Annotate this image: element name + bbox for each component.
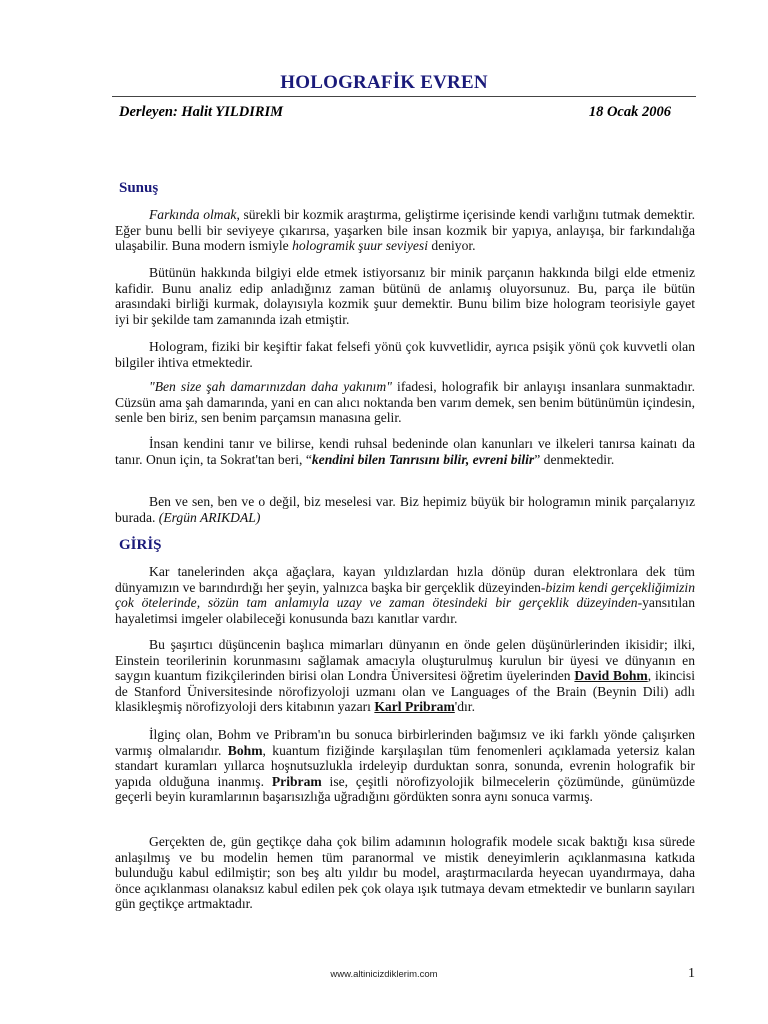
text-span: ifadesi, holografik bir anlayışı insanlara sunmaktadır. Cüzsün ama şah damarında, yani en can alıcı noktanda ben varım demek, sen benim bütünümün içindesin, senle ben biriz, sen benim parçamsın manasına gelir. (115, 379, 695, 426)
text-span: ” denmektedir. (534, 451, 615, 467)
text-span: Bu şaşırtıcı düşüncenin başlıca mimarları dünyanın en önde gelen düşünürlerinden ikisidir; ilki, Einstein teorilerinin korunmasını sağlamak amacıyla oluşturulmuş kurulun bir üyesi ve dünyanın en saygın kuantum fizikçilerinden birisi olan Londra Üniversitesi öğretim üyelerinden (115, 637, 695, 684)
text-span: David Bohm (574, 668, 648, 684)
paragraph: Hologram, fiziki bir keşiftir fakat felsefi yönü çok kuvvetlidir, ayrıca psişik yönü çok kuvvetli olan bilgiler ihtiva etmektedir. (115, 339, 695, 370)
text-span: İnsan kendini tanır ve bilirse, kendi ruhsal bedeninde olan kanunları ve ilkeleri tanırsa kainatı da tanır. Onun için, ta Sokrat'tan beri, “ (115, 436, 695, 467)
paragraph (115, 379, 695, 426)
paragraph (115, 727, 695, 805)
text-span: -yansıtılan hayaletimsi imgeler olabileceği konusunda bazı kanıtlar vardır. (115, 595, 695, 626)
paragraph: Bütünün hakkında bilgiyi elde etmek istiyorsanız bir minik parçanın hakkında bilgi elde etmeniz kafidir. Bunu analiz edip anladığınız zaman bütünü de anlamış oluyorsunuz. Bu, parça ile bütün arasındaki birliği kurmak, dolayısıyla kozmik şuur demektir. Bunu bilim bize hologram teorisiyle gayet iyi bir şekilde tam zamanında izah etmiştir. (115, 265, 695, 327)
author-line: Derleyen: Halit YILDIRIM (119, 104, 284, 120)
byline (119, 104, 671, 121)
text-span: Pribram (271, 773, 322, 789)
text-span: ise, çeşitli nörofizyolojik bilmecelerin çözümünde, günümüzde geçerli beyin kuramlarının başarısızlığa uğradığını gördükten sonra aynı sonuca varmış. (115, 773, 696, 805)
text-span: 'dır. (454, 699, 475, 715)
text-span: , kuantum fiziğinde karşılaşılan tüm fenomenleri açıklamada yetersiz kalan standart kuramları yıllarca hoşnutsuzlukla irdeleyip durduktan sonra, sonunda, evrenin holografik bir yapıda olduğuna inanmış. (115, 742, 695, 789)
paragraph (115, 494, 695, 525)
page-number: 1 (688, 966, 695, 981)
footer-url: www.altinicizdiklerim.com (330, 969, 438, 980)
section-heading-sunus: Sunuş (119, 180, 159, 196)
text-span: Ben ve sen, ben ve o değil, biz meselesi var. Biz hepimiz büyük bir hologramın minik parçalarıyız burada. (115, 494, 695, 525)
text-span: (Ergün ARIKDAL) (158, 509, 261, 525)
paragraph (115, 207, 695, 254)
giris-body-4 (115, 834, 695, 912)
paragraph: Gerçekten de, gün geçtikçe daha çok bilim adamının holografik modele sıcak baktığı kısa sürede anlaşılmış ve bu modelin hemen tüm paranormal ve mistik deneyimlerin açıklanmasına katkıda bulunduğu kabul edilmiştir; son beş altı yıldır bu model, araştırmacılarda heyecan uyandırmaya, daha önce açıklanması olanaksız kabul edilen pek çok olaya ışık tutmaya devam etmektedir ve bunların sayıları gün geçtikçe artmaktadır. (115, 834, 695, 912)
giris-body-2 (115, 637, 695, 715)
sunus-body-6 (115, 494, 695, 525)
text-span: hologramik şuur seviyesi (292, 238, 428, 254)
text-span: Karl Pribram (374, 699, 455, 715)
text-span: "Ben size şah damarınızdan daha yakınım" (149, 379, 392, 394)
sunus-body-4 (115, 379, 695, 426)
title-divider (112, 96, 696, 97)
text-span: kendini bilen Tanrısını bilir, evreni bilir (311, 451, 535, 467)
text-span: İlginç olan, Bohm ve Pribram'ın bu sonuca birbirlerinden bağımsız ve iki farklı yönde çalışırken varmış olmalarıdır. (115, 727, 695, 758)
document-date: 18 Ocak 2006 (588, 104, 671, 120)
text-span: Farkında olmak (149, 207, 237, 222)
text-span: bizim kendi gerçekliğimizin çok ötelerinde, sözün tam anlamıyla uzay ve zaman ötesindeki bir gerçeklik düzeyinden (115, 579, 695, 611)
paragraph (115, 564, 695, 626)
text-span: , ikincisi de Stanford Üniversitesinde nörofizyoloji uzmanı olan ve Languages of the Brain (Beynin Dili) adlı klasikleşmiş nörofizyoloji ders kitabının yazarı (115, 668, 695, 715)
section-heading-giris: GİRİŞ (119, 537, 162, 553)
text-span: Kar tanelerinden akça ağaçlara, kayan yıldızlardan hızla dönüp duran elektronlara dek tüm dünyamızın ve barındırdığı her şeyin, yalnızca başka bir gerçeklik düzeyinden- (115, 564, 695, 595)
sunus-body-3 (115, 339, 695, 370)
giris-body-1 (115, 564, 695, 626)
text-span: , sürekli bir kozmik araştırma, geliştirme içerisinde kendi varlığını tutmak demektir. Eğer bunu belli bir seviyeye çıkarırsa, yaşarken bile insan kozmik bir yapıya, anlayışa, bir farkındalığa ulaşabilir. Buna modern ismiyle (115, 207, 696, 254)
page-title: HOLOGRAFİK EVREN (280, 72, 488, 93)
sunus-body-2 (115, 265, 695, 327)
sunus-body (115, 207, 695, 254)
text-span: deniyor. (428, 238, 476, 254)
paragraph (115, 637, 695, 715)
text-span: Bohm (227, 742, 263, 758)
paragraph (115, 436, 695, 467)
sunus-body-5 (115, 436, 695, 467)
giris-body-3 (115, 727, 695, 805)
